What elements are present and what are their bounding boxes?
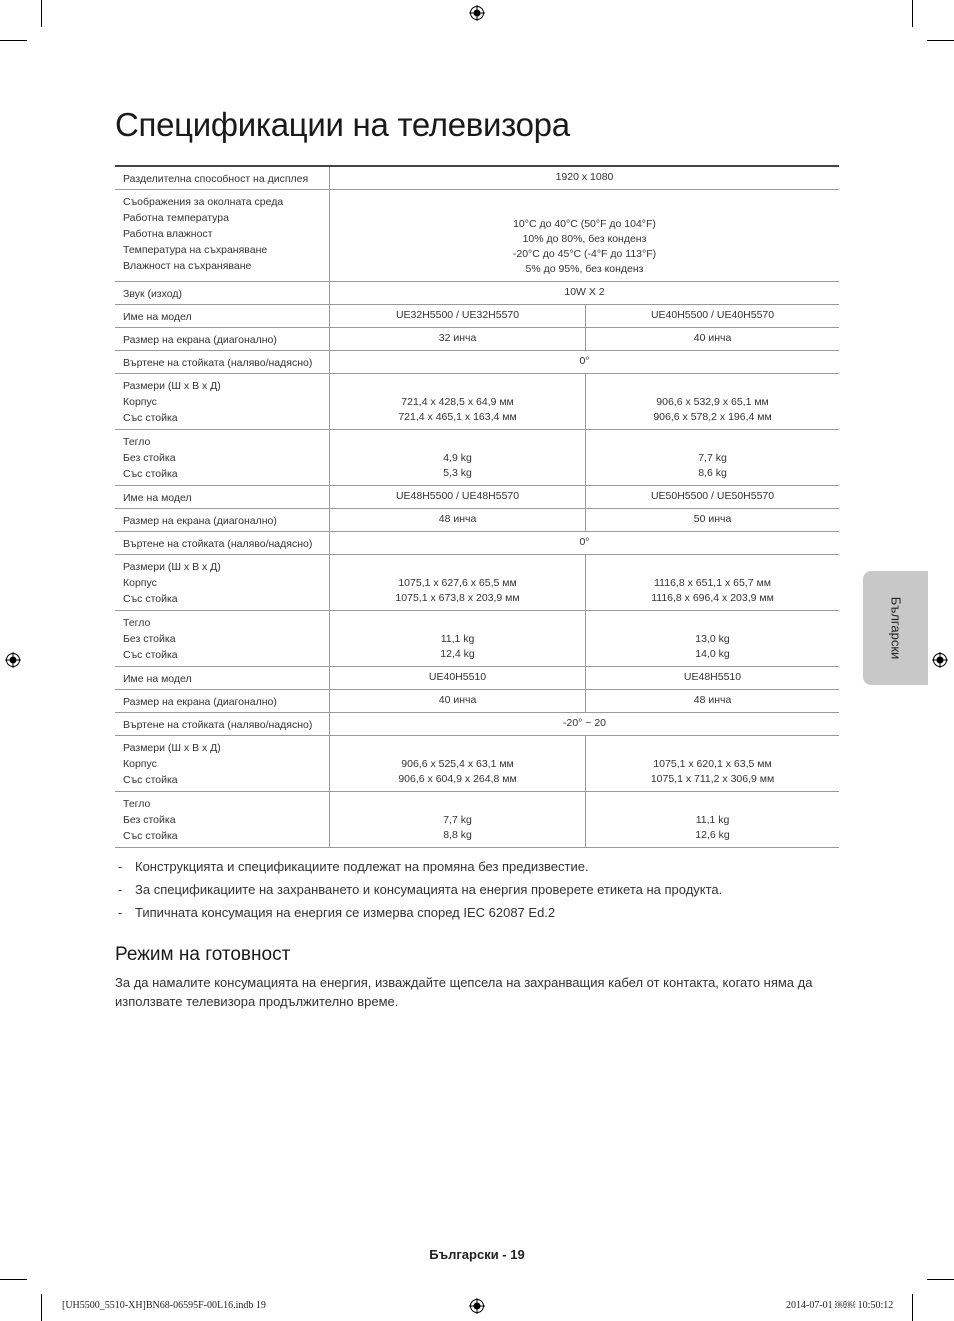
weight [330,791,586,847]
value-text: 906,6 x 604,9 x 264,8 мм [398,772,517,785]
label-text: Въртене на стойката (наляво/надясно) [123,718,313,731]
weight [586,429,839,485]
side-tab-label: Български [888,596,903,660]
row-label [115,350,330,373]
model-name [330,485,586,508]
note-text: Конструкцията и спецификациите подлежат на промяна без предизвестие. [135,859,589,874]
value-text: UE40H5500 / UE40H5570 [650,309,775,321]
model-name [586,304,839,327]
value-text: 48 инча [693,694,732,706]
row-label [115,554,330,610]
row-label [115,666,330,689]
label-text: Име на модел [123,310,192,323]
label-text: Корпус [123,757,157,770]
swivel-value [330,712,840,735]
value-text: 1920 x 1080 [555,171,614,184]
value-text: 12,6 kg [695,828,730,841]
registration-mark-icon [5,652,21,668]
note-item [115,858,722,881]
table-row [115,735,839,791]
table-row [115,554,839,610]
screen-size [330,327,586,350]
label-text: Тегло [123,616,151,629]
value-text: 1075,1 x 620,1 x 63,5 мм [653,757,772,770]
value-text: 7,7 kg [443,813,472,826]
registration-mark-icon [932,652,948,668]
screen-size [330,508,586,531]
note-text: За спецификациите на захранването и консумацията на енергия проверете етикета на продукта. [135,882,723,897]
crop-mark [927,40,954,41]
label-text: Без стойка [123,632,176,645]
note-item [115,904,722,927]
standby-title: Режим на готовност [115,944,291,965]
row-label [115,508,330,531]
label-text: Размер на екрана (диагонално) [123,333,277,346]
note-text: Типичната консумация на енергия се измерва според IEC 62087 Ed.2 [135,905,556,920]
crop-mark [912,1294,913,1321]
value-text: UE40H5510 [428,671,487,683]
weight [586,791,839,847]
label-text: Корпус [123,395,157,408]
label-text: Тегло [123,797,151,810]
value-text: 14,0 kg [695,647,730,660]
value-text: 12,4 kg [440,647,475,660]
label-text: Въртене на стойката (наляво/надясно) [123,356,313,369]
row-value [330,166,840,189]
label-text: Име на модел [123,672,192,685]
dimensions [330,554,586,610]
value-text: 8,8 kg [443,828,472,841]
table-row [115,666,839,689]
label-text: Въртене на стойката (наляво/надясно) [123,537,313,550]
standby-text: За да намалите консумацията на енергия, изваждайте щепсела на захранващия кабел от контакта, когато няма да използвате телевизора продължително време. [115,975,813,1009]
row-label [115,429,330,485]
value-text: UE50H5500 / UE50H5570 [650,490,775,502]
row-label [115,791,330,847]
note-bullet: - [118,882,123,897]
row-value [330,281,840,304]
label-text: Размер на екрана (диагонално) [123,695,277,708]
label-text: Съображения за околната среда [123,195,284,208]
footer-file: [UH5500_5510-XH]BN68-06595F-00L16.indb 19 [62,1300,266,1311]
registration-mark-icon [469,5,485,21]
weight [586,610,839,666]
table-row [115,189,839,281]
row-label [115,166,330,189]
swivel-value [330,531,840,554]
value-text: 1075,1 x 673,8 x 203,9 мм [395,591,520,604]
value-text: 721,4 x 465,1 x 163,4 мм [398,410,517,423]
row-label [115,485,330,508]
screen-size [330,689,586,712]
label-text: Работна влажност [123,227,213,240]
crop-mark [0,40,27,41]
table-row [115,429,839,485]
label-text: Със стойка [123,592,178,605]
crop-mark [0,1279,27,1280]
value-text: 48 инча [438,513,477,525]
crop-mark [927,1279,954,1280]
page-number: Български - 19 [429,1247,525,1262]
table-row [115,508,839,531]
dimensions [586,554,839,610]
weight [330,429,586,485]
table-row [115,531,839,554]
model-name [330,666,586,689]
label-text: Със стойка [123,411,178,424]
notes-list [115,858,722,927]
value-text: 1116,8 x 651,1 x 65,7 мм [654,576,771,589]
label-text: Име на модел [123,491,192,504]
row-label [115,735,330,791]
table-row [115,166,839,189]
row-label [115,712,330,735]
note-item [115,881,722,904]
value-text: 7,7 kg [698,451,727,464]
label-text: Без стойка [123,451,176,464]
value-text: 1116,8 x 696,4 x 203,9 мм [651,591,774,604]
table-row [115,350,839,373]
note-bullet: - [118,859,123,874]
dimensions [330,735,586,791]
dimensions [586,735,839,791]
value-text: UE32H5500 / UE32H5570 [395,309,520,321]
row-label [115,610,330,666]
value-text: 10W X 2 [564,286,605,298]
label-text: Със стойка [123,773,178,786]
registration-mark-icon [469,1298,485,1314]
table-row [115,373,839,429]
label-text: Размер на екрана (диагонално) [123,514,277,527]
value-text: 906,6 x 578,2 x 196,4 мм [653,410,772,423]
crop-mark [912,0,913,27]
row-label [115,304,330,327]
dimensions [330,373,586,429]
value-text: 13,0 kg [695,632,730,645]
label-text: Звук (изход) [123,287,182,300]
table-row [115,791,839,847]
value-text: 5% до 95%, без конденз [525,262,644,275]
label-text: Със стойка [123,648,178,661]
label-text: Влажност на съхраняване [123,259,252,272]
label-text: Температура на съхраняване [123,243,268,256]
value-text: 8,6 kg [698,466,727,479]
model-name [330,304,586,327]
row-label [115,531,330,554]
crop-mark [41,0,42,27]
value-text: 10% до 80%, без конденз [522,232,647,245]
label-text: Работна температура [123,211,229,224]
value-text: 5,3 kg [443,466,472,479]
value-text: 40 инча [693,332,732,344]
value-text: 11,1 kg [440,632,475,645]
screen-size [586,508,839,531]
value-text: 4,9 kg [443,451,472,464]
value-text: -20°C до 45°C (-4°F до 113°F) [512,247,657,260]
value-text: 0° [579,355,590,367]
value-text: 1075,1 x 711,2 x 306,9 мм [650,772,775,785]
label-text: Със стойка [123,467,178,480]
dimensions [586,373,839,429]
row-label [115,189,330,281]
swivel-value [330,350,840,373]
value-text: 50 инча [693,513,732,525]
language-side-tab [863,571,928,685]
table-row [115,281,839,304]
label-text: Тегло [123,435,151,448]
label-text: Размери (Ш x В x Д) [123,379,221,392]
row-label [115,689,330,712]
table-row [115,689,839,712]
page-title: Спецификации на телевизора [115,106,570,143]
value-text: -20° ~ 20 [562,717,607,729]
value-text: 906,6 x 532,9 x 65,1 мм [656,395,769,408]
value-text: UE48H5510 [683,671,742,683]
table-row [115,712,839,735]
table-row [115,327,839,350]
value-text: 40 инча [438,694,477,706]
footer-date: 2014-07-01 ￼￼ 10:50:12 [786,1300,894,1311]
row-label [115,281,330,304]
label-text: Корпус [123,576,157,589]
label-text: Със стойка [123,829,178,842]
screen-size [586,689,839,712]
value-text: 906,6 x 525,4 x 63,1 мм [401,757,514,770]
value-text: 1075,1 x 627,6 x 65,5 мм [398,576,517,589]
table-row [115,304,839,327]
crop-mark [41,1294,42,1321]
row-label [115,373,330,429]
row-label [115,327,330,350]
label-text: Размери (Ш x В x Д) [123,741,221,754]
value-text: 11,1 kg [695,813,730,826]
label-text: Размери (Ш x В x Д) [123,560,221,573]
note-bullet: - [118,905,123,920]
table-row [115,485,839,508]
model-name [586,666,839,689]
value-text: 721,4 x 428,5 x 64,9 мм [401,395,514,408]
row-value [330,189,840,281]
value-text: 0° [579,536,590,548]
label-text: Без стойка [123,813,176,826]
value-text: 10°C до 40°C (50°F до 104°F) [513,217,656,230]
screen-size [586,327,839,350]
label-text: Разделителна способност на дисплея [123,173,309,185]
value-text: 32 инча [438,332,477,344]
weight [330,610,586,666]
table-row [115,610,839,666]
value-text: UE48H5500 / UE48H5570 [395,490,520,502]
model-name [586,485,839,508]
spec-table [115,165,839,848]
